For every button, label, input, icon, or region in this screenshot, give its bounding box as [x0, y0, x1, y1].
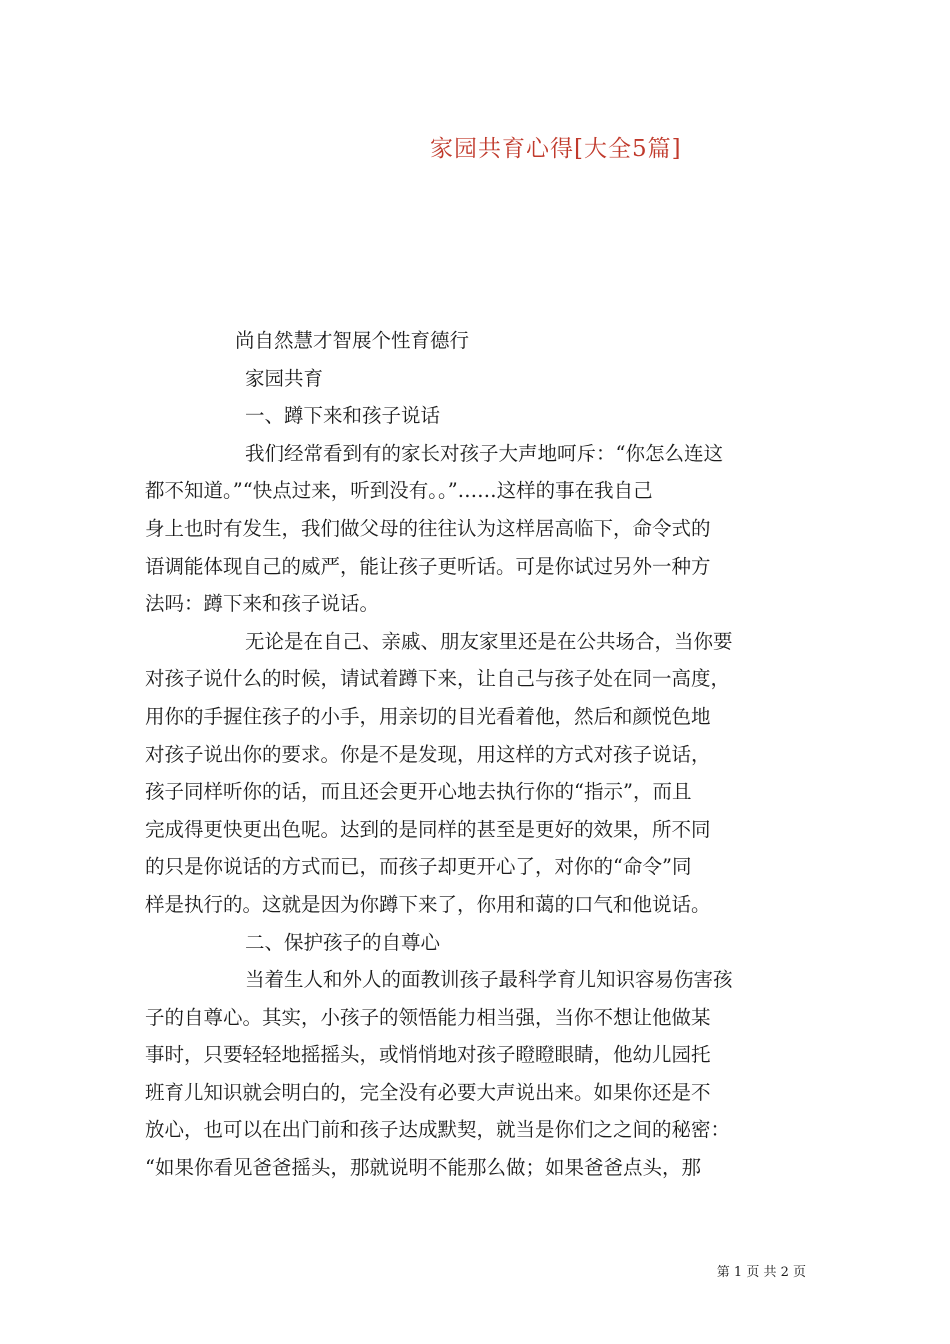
text-line: 语调能体现自己的威严，能让孩子更听话。可是你试过另外一种方 [145, 554, 711, 578]
text-line: 子的自尊心。其实，小孩子的领悟能力相当强，当你不想让他做某 [145, 1005, 711, 1029]
section-heading: 二、保护孩子的自尊心 [245, 930, 441, 954]
page-number-footer: 第 1 页 共 2 页 [716, 1265, 806, 1280]
text-line: 对孩子说什么的时候，请试着蹲下来，让自己与孩子处在同一高度， [145, 667, 731, 691]
text-line: 身上也时有发生，我们做父母的往往认为这样居高临下，命令式的 [145, 516, 711, 540]
text-line: 用你的手握住孩子的小手，用亲切的目光看着他，然后和颜悦色地 [145, 704, 711, 728]
text-line: 法吗：蹲下来和孩子说话。 [145, 592, 380, 616]
document-body [145, 322, 807, 1187]
text-line: 完成得更快更出色呢。达到的是同样的甚至是更好的效果，所不同 [145, 817, 711, 841]
text-line: 家园共育 [245, 366, 324, 390]
text-line: 当着生人和外人的面教训孩子最科学育儿知识容易伤害孩 [245, 968, 733, 992]
text-line: 都不知道。”“快点过来，听到没有。。”……这样的事在我自己 [145, 479, 653, 503]
text-line: 我们经常看到有的家长对孩子大声地呵斥：“你怎么连这 [245, 441, 723, 465]
text-line: 无论是在自己、亲戚、朋友家里还是在公共场合，当你要 [245, 629, 733, 653]
text-line: 放心，也可以在出门前和孩子达成默契，就当是你们之之间的秘密： [145, 1118, 731, 1142]
text-line: 班育儿知识就会明白的，完全没有必要大声说出来。如果你还是不 [145, 1080, 711, 1104]
text-line: 的只是你说话的方式而已，而孩子却更开心了，对你的“命令”同 [145, 855, 692, 879]
text-line: 尚自然慧才智展个性育德行 [235, 329, 470, 352]
text-line: 样是执行的。这就是因为你蹲下来了，你用和蔼的口气和他说话。 [145, 892, 711, 916]
text-line: 对孩子说出你的要求。你是不是发现，用这样的方式对孩子说话， [145, 742, 711, 766]
text-line: 孩子同样听你的话，而且还会更开心地去执行你的“指示”，而且 [145, 780, 692, 804]
document-title: 家园共育心得[大全5篇] [430, 136, 682, 162]
section-heading: 一、蹲下来和孩子说话 [245, 404, 441, 428]
text-line: “如果你看见爸爸摇头，那就说明不能那么做；如果爸爸点头，那 [145, 1156, 701, 1180]
text-line: 事时，只要轻轻地摇摇头，或悄悄地对孩子瞪瞪眼睛，他幼儿园托 [145, 1043, 711, 1067]
